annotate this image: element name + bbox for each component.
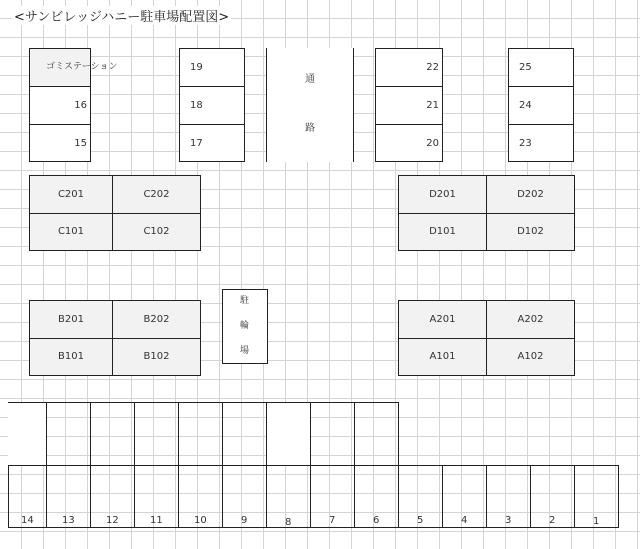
passage-char: 通 bbox=[305, 74, 315, 85]
unit-label: B102 bbox=[143, 351, 170, 362]
unit-label: D202 bbox=[517, 188, 544, 200]
page-title: <サンビレッジハニー駐車場配置図> bbox=[12, 6, 231, 25]
space-number: 19 bbox=[190, 62, 203, 73]
space-number: 13 bbox=[62, 515, 75, 526]
space-number: 25 bbox=[519, 62, 532, 73]
space-number: 23 bbox=[519, 138, 532, 149]
parking-space-15 bbox=[29, 124, 91, 162]
bottom-upper-strip bbox=[8, 402, 399, 466]
space-number: 24 bbox=[519, 100, 532, 111]
space-number: 9 bbox=[241, 515, 248, 526]
unit-c101 bbox=[29, 213, 113, 251]
garbage-station bbox=[29, 48, 118, 87]
bicycle-parking bbox=[222, 289, 268, 364]
unit-label: A102 bbox=[517, 351, 544, 362]
passage bbox=[266, 48, 354, 162]
unit-d201 bbox=[398, 175, 487, 214]
garbage-station-label: ゴミステーション bbox=[46, 62, 118, 72]
space-number: 7 bbox=[329, 515, 336, 526]
parking-space-18 bbox=[179, 86, 245, 125]
space-number: 21 bbox=[426, 100, 439, 111]
space-number: 4 bbox=[461, 515, 468, 526]
space-number: 16 bbox=[74, 100, 87, 111]
space-number: 17 bbox=[190, 138, 203, 149]
space-number: 12 bbox=[106, 515, 119, 526]
unit-b101 bbox=[29, 338, 113, 376]
unit-b202 bbox=[112, 300, 201, 339]
unit-label: A201 bbox=[429, 313, 456, 325]
unit-c201 bbox=[29, 175, 113, 214]
unit-d101 bbox=[398, 213, 487, 251]
parking-space-17 bbox=[179, 124, 245, 162]
parking-space-23 bbox=[508, 124, 574, 162]
unit-label: A202 bbox=[517, 313, 544, 325]
space-number: 18 bbox=[190, 100, 203, 111]
space-number: 8 bbox=[285, 517, 292, 528]
bicycle-parking-char: 輪 bbox=[240, 321, 250, 331]
parking-space-20 bbox=[375, 124, 443, 162]
unit-label: B101 bbox=[58, 351, 84, 362]
space-number: 20 bbox=[426, 138, 439, 149]
parking-space-22 bbox=[375, 48, 443, 87]
space-number: 15 bbox=[74, 138, 87, 149]
unit-label: D201 bbox=[429, 188, 456, 200]
bicycle-parking-char: 場 bbox=[240, 346, 250, 356]
space-number: 14 bbox=[21, 515, 34, 526]
parking-space-25 bbox=[508, 48, 574, 87]
unit-label: B202 bbox=[143, 313, 170, 325]
unit-a201 bbox=[398, 300, 487, 339]
unit-label: C201 bbox=[57, 188, 85, 200]
space-number: 2 bbox=[549, 515, 556, 526]
unit-label: D102 bbox=[517, 226, 544, 237]
bottom-white-block bbox=[266, 403, 310, 465]
space-number: 6 bbox=[373, 515, 380, 526]
unit-label: C202 bbox=[143, 188, 170, 200]
unit-label: B201 bbox=[58, 313, 84, 325]
unit-label: C102 bbox=[143, 226, 170, 237]
unit-d102 bbox=[486, 213, 575, 251]
unit-d202 bbox=[486, 175, 575, 214]
space-number: 22 bbox=[426, 62, 439, 73]
space-number: 1 bbox=[593, 516, 600, 527]
unit-b102 bbox=[112, 338, 201, 376]
parking-space-16 bbox=[29, 86, 91, 125]
passage-char: 路 bbox=[305, 123, 315, 134]
unit-a102 bbox=[486, 338, 575, 376]
unit-label: D101 bbox=[429, 226, 456, 237]
bottom-parking-row bbox=[8, 465, 619, 528]
space-number: 3 bbox=[505, 515, 512, 526]
unit-c102 bbox=[112, 213, 201, 251]
unit-label: C101 bbox=[57, 226, 85, 237]
space-number: 10 bbox=[194, 515, 207, 526]
unit-b201 bbox=[29, 300, 113, 339]
unit-c202 bbox=[112, 175, 201, 214]
parking-space-21 bbox=[375, 86, 443, 125]
space-number: 5 bbox=[417, 515, 424, 526]
bicycle-parking-char: 駐 bbox=[240, 296, 250, 306]
parking-space-24 bbox=[508, 86, 574, 125]
unit-a101 bbox=[398, 338, 487, 376]
space-number: 11 bbox=[150, 515, 163, 526]
unit-label: A101 bbox=[429, 351, 456, 362]
unit-a202 bbox=[486, 300, 575, 339]
parking-space-19 bbox=[179, 48, 245, 87]
bottom-white-block bbox=[8, 403, 46, 465]
